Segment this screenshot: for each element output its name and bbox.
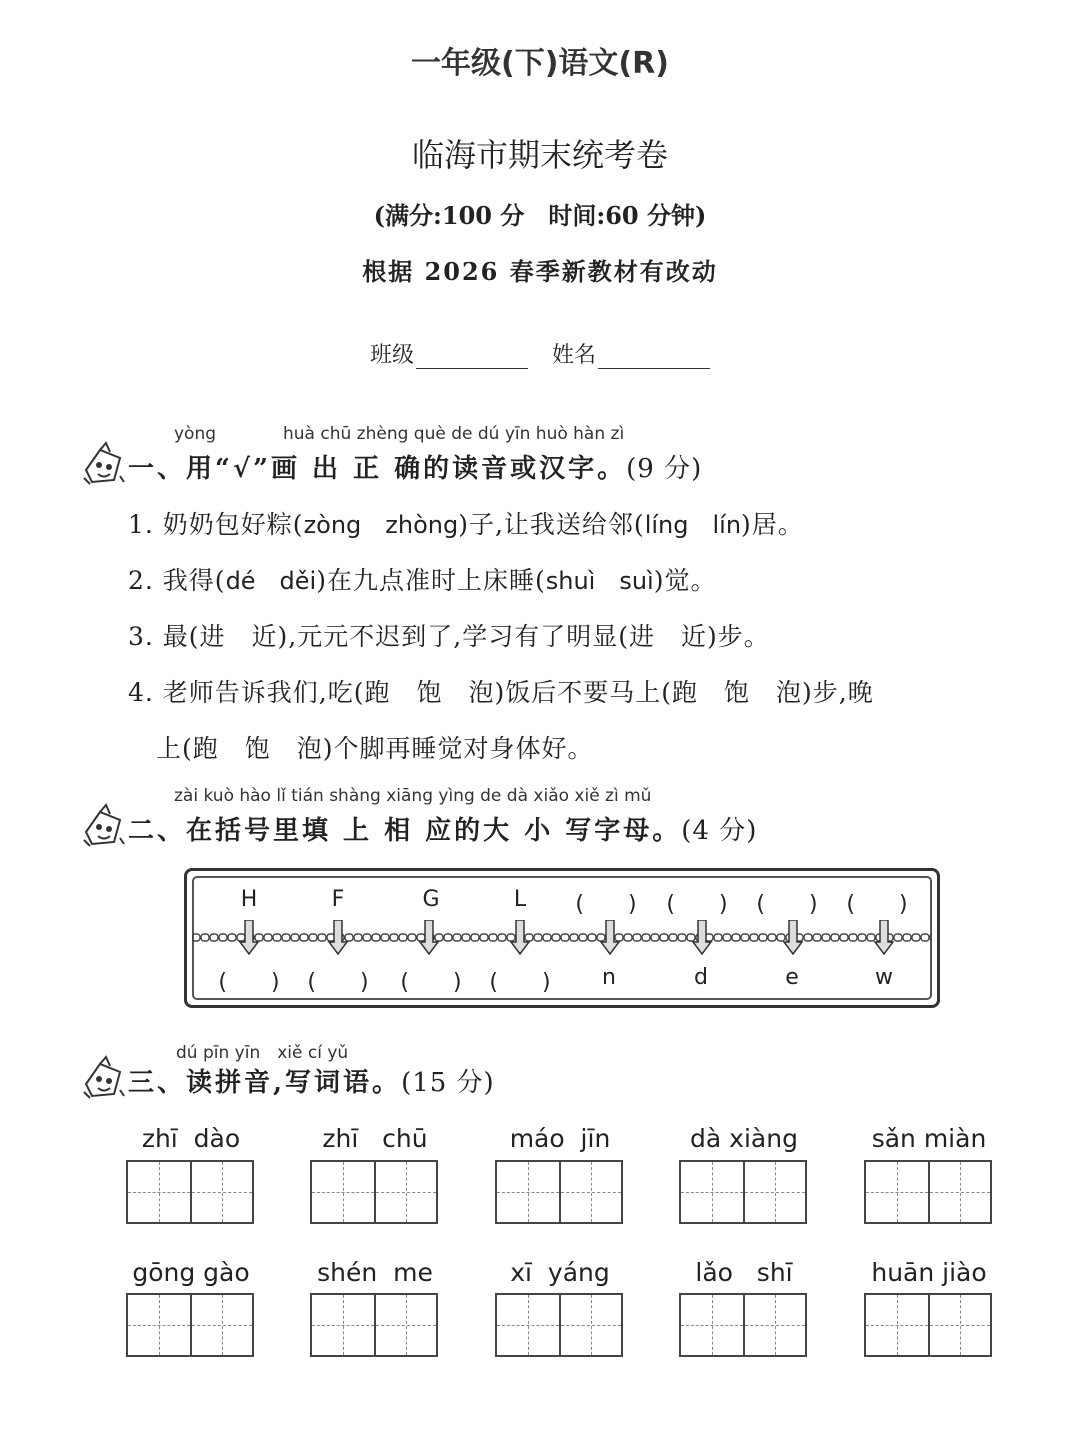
down-arrow-icon bbox=[511, 920, 529, 954]
chain-links bbox=[192, 934, 932, 941]
q2-text-b: )在九点准时上床睡( bbox=[316, 566, 546, 595]
uppercase-letter: L bbox=[513, 887, 527, 912]
uppercase-blank[interactable]: ( ) bbox=[666, 892, 728, 917]
chain-link bbox=[453, 934, 461, 941]
cartoon-pencil-mascot-icon bbox=[80, 440, 126, 486]
chain-link bbox=[642, 934, 650, 941]
chain-link bbox=[390, 934, 398, 941]
name-field[interactable] bbox=[552, 338, 710, 369]
chain-link bbox=[732, 934, 740, 941]
chain-link bbox=[309, 934, 317, 941]
chain-link bbox=[930, 934, 932, 941]
chain-link bbox=[210, 934, 218, 941]
chain-link bbox=[282, 934, 290, 941]
lowercase-blank[interactable]: ( ) bbox=[489, 970, 551, 995]
tian-cell[interactable] bbox=[743, 1162, 805, 1222]
tian-cell[interactable] bbox=[190, 1295, 252, 1355]
class-blank[interactable] bbox=[416, 346, 528, 369]
tian-cell[interactable] bbox=[559, 1162, 621, 1222]
question-2 bbox=[128, 561, 717, 597]
chain-link bbox=[912, 934, 920, 941]
exam-score-time: (满分:100 分 时间:60 分钟) bbox=[373, 201, 707, 230]
tian-cell[interactable] bbox=[559, 1295, 621, 1355]
word-pinyin: shén me bbox=[317, 1258, 433, 1287]
lowercase-blank[interactable]: ( ) bbox=[307, 970, 369, 995]
chain-link bbox=[804, 934, 812, 941]
writing-box[interactable] bbox=[864, 1160, 992, 1224]
q1-text-b: )子,让我送给邻( bbox=[458, 510, 645, 539]
tian-cell[interactable] bbox=[866, 1295, 928, 1355]
lowercase-letter: n bbox=[602, 965, 616, 990]
q1-text-c: )居。 bbox=[741, 510, 804, 539]
question-1 bbox=[128, 505, 804, 541]
chain-link bbox=[858, 934, 866, 941]
exam-note: 根据 2026 春季新教材有改动 bbox=[362, 257, 718, 286]
tian-cell[interactable] bbox=[128, 1162, 190, 1222]
chain-link bbox=[822, 934, 830, 941]
chain-link bbox=[588, 934, 596, 941]
tian-cell[interactable] bbox=[681, 1162, 743, 1222]
writing-box[interactable] bbox=[126, 1160, 254, 1224]
section3-title-text: 三、读拼音,写词语。 bbox=[128, 1068, 402, 1098]
chain-link bbox=[714, 934, 722, 941]
chain-link bbox=[219, 934, 227, 941]
section3-score: (15 分) bbox=[401, 1068, 495, 1098]
word-pinyin: lǎo shī bbox=[695, 1258, 793, 1287]
writing-box[interactable] bbox=[495, 1160, 623, 1224]
chain-link bbox=[552, 934, 560, 941]
lowercase-letter: d bbox=[694, 965, 708, 990]
word-pinyin: dà xiàng bbox=[690, 1124, 798, 1153]
chain-link bbox=[417, 934, 425, 941]
chain-link bbox=[561, 934, 569, 941]
writing-box[interactable] bbox=[126, 1293, 254, 1357]
uppercase-letter: H bbox=[240, 887, 258, 912]
chain-link bbox=[579, 934, 587, 941]
tian-cell[interactable] bbox=[497, 1295, 559, 1355]
uppercase-blank[interactable]: ( ) bbox=[846, 892, 908, 917]
down-arrow-icon bbox=[601, 920, 619, 954]
down-arrow-icon bbox=[875, 920, 893, 954]
chain-link bbox=[849, 934, 857, 941]
chain-link bbox=[399, 934, 407, 941]
chain-link bbox=[768, 934, 776, 941]
chain-link bbox=[372, 934, 380, 941]
chain-link bbox=[264, 934, 272, 941]
tian-cell[interactable] bbox=[497, 1162, 559, 1222]
section2-title bbox=[128, 810, 757, 847]
chain-link bbox=[678, 934, 686, 941]
tian-cell[interactable] bbox=[374, 1162, 436, 1222]
writing-box[interactable] bbox=[310, 1293, 438, 1357]
chain-link bbox=[318, 934, 326, 941]
lowercase-blank[interactable]: ( ) bbox=[218, 970, 280, 995]
name-blank[interactable] bbox=[598, 346, 710, 369]
section1-title bbox=[128, 448, 702, 485]
word-pinyin: zhī chū bbox=[322, 1124, 428, 1153]
uppercase-letter: G bbox=[422, 887, 440, 912]
tian-cell[interactable] bbox=[866, 1162, 928, 1222]
chain-link bbox=[345, 934, 353, 941]
cartoon-pencil-mascot-icon bbox=[80, 802, 126, 848]
chain-link bbox=[354, 934, 362, 941]
exam-title: 临海市期末统考卷 bbox=[411, 136, 668, 174]
tian-cell[interactable] bbox=[928, 1162, 990, 1222]
chain-link bbox=[813, 934, 821, 941]
tian-cell[interactable] bbox=[128, 1295, 190, 1355]
writing-box[interactable] bbox=[864, 1293, 992, 1357]
tian-cell[interactable] bbox=[928, 1295, 990, 1355]
chain-link bbox=[237, 934, 245, 941]
chain-link bbox=[543, 934, 551, 941]
chain-link bbox=[723, 934, 731, 941]
section1-title-text: 一、用“√”画 出 正 确的读音或汉字。 bbox=[128, 454, 627, 484]
chain-link bbox=[921, 934, 929, 941]
writing-box[interactable] bbox=[679, 1160, 807, 1224]
word-pinyin: sǎn miàn bbox=[871, 1124, 987, 1153]
word-pinyin: gōng gào bbox=[132, 1258, 250, 1287]
chain-link bbox=[192, 934, 200, 941]
grade-subject-header: 一年级(下)语文(R) bbox=[411, 46, 669, 81]
tian-cell[interactable] bbox=[743, 1295, 805, 1355]
q1-text-a: 1. 奶奶包好粽( bbox=[128, 510, 304, 539]
lowercase-letter: w bbox=[875, 965, 893, 990]
section2-score: (4 分) bbox=[681, 816, 758, 846]
chain-link bbox=[570, 934, 578, 941]
q2-choice-b[interactable]: shuì suì bbox=[545, 567, 654, 595]
word-pinyin: xī yáng bbox=[510, 1258, 610, 1287]
chain-link bbox=[300, 934, 308, 941]
chain-link bbox=[687, 934, 695, 941]
name-label: 姓名 bbox=[552, 343, 597, 368]
chain-link bbox=[507, 934, 515, 941]
section1-score: (9 分) bbox=[626, 454, 703, 484]
chain-link bbox=[201, 934, 209, 941]
section2-pinyin: zài kuò hào lǐ tián shàng xiāng yìng de dà xiǎo xiě zì mǔ bbox=[174, 786, 652, 806]
chain-link bbox=[867, 934, 875, 941]
chain-link bbox=[903, 934, 911, 941]
question-4[interactable]: 4. 老师告诉我们,吃(跑 饱 泡)饭后不要马上(跑 饱 泡)步,晚 bbox=[128, 678, 874, 707]
question-3[interactable]: 3. 最(进 近),元元不迟到了,学习有了明显(进 近)步。 bbox=[128, 622, 770, 651]
section3-pinyin: dú pīn yīn xiě cí yǔ bbox=[176, 1043, 349, 1063]
word-pinyin: máo jīn bbox=[509, 1124, 611, 1153]
section1-pinyin-yong: yòng bbox=[174, 424, 217, 444]
q1-choice-b[interactable]: líng lín bbox=[644, 511, 742, 539]
tian-cell[interactable] bbox=[190, 1162, 252, 1222]
chain-link bbox=[651, 934, 659, 941]
writing-box[interactable] bbox=[310, 1160, 438, 1224]
writing-box[interactable] bbox=[495, 1293, 623, 1357]
chain-link bbox=[777, 934, 785, 941]
lowercase-blank[interactable]: ( ) bbox=[400, 970, 462, 995]
chain-link bbox=[462, 934, 470, 941]
chain-link bbox=[660, 934, 668, 941]
tian-cell[interactable] bbox=[374, 1295, 436, 1355]
writing-box[interactable] bbox=[679, 1293, 807, 1357]
chain-link bbox=[624, 934, 632, 941]
q2-choice-a[interactable]: dé děi bbox=[225, 567, 317, 595]
chain-link bbox=[633, 934, 641, 941]
chain-link bbox=[228, 934, 236, 941]
word-pinyin: huān jiào bbox=[871, 1258, 987, 1287]
chain-link bbox=[363, 934, 371, 941]
chain-link bbox=[381, 934, 389, 941]
section2-title-text: 二、在括号里填 上 相 应的大 小 写字母。 bbox=[128, 816, 682, 846]
chain-link bbox=[615, 934, 623, 941]
word-pinyin: zhī dào bbox=[141, 1124, 241, 1153]
question-4-continued[interactable]: 上(跑 饱 泡)个脚再睡觉对身体好。 bbox=[156, 734, 594, 763]
q1-choice-a[interactable]: zòng zhòng bbox=[303, 511, 459, 539]
chain-link bbox=[597, 934, 605, 941]
section3-title bbox=[128, 1062, 495, 1099]
uppercase-blank[interactable]: ( ) bbox=[575, 892, 637, 917]
arrow-group bbox=[240, 920, 893, 954]
chain-link bbox=[291, 934, 299, 941]
q2-text-c: )觉。 bbox=[653, 566, 717, 595]
chain-link bbox=[750, 934, 758, 941]
tian-cell[interactable] bbox=[681, 1295, 743, 1355]
cartoon-pencil-mascot-icon bbox=[80, 1054, 126, 1100]
chain-link bbox=[471, 934, 479, 941]
chain-link bbox=[525, 934, 533, 941]
uppercase-letter: F bbox=[331, 887, 345, 912]
chain-link bbox=[534, 934, 542, 941]
chain-link bbox=[255, 934, 263, 941]
chain-link bbox=[669, 934, 677, 941]
tian-cell[interactable] bbox=[312, 1295, 374, 1355]
section1-pinyin: huà chū zhèng què de dú yīn huò hàn zì bbox=[283, 424, 625, 444]
chain-link bbox=[741, 934, 749, 941]
chain-rail bbox=[192, 920, 932, 960]
chain-link bbox=[498, 934, 506, 941]
lowercase-letter: e bbox=[785, 965, 799, 990]
q2-text-a: 2. 我得( bbox=[128, 566, 226, 595]
chain-link bbox=[408, 934, 416, 941]
chain-link bbox=[480, 934, 488, 941]
chain-link bbox=[273, 934, 281, 941]
uppercase-blank[interactable]: ( ) bbox=[756, 892, 818, 917]
chain-link bbox=[489, 934, 497, 941]
chain-link bbox=[831, 934, 839, 941]
class-label: 班级 bbox=[370, 343, 415, 368]
chain-link bbox=[444, 934, 452, 941]
chain-link bbox=[435, 934, 443, 941]
chain-link bbox=[840, 934, 848, 941]
chain-link bbox=[894, 934, 902, 941]
class-field[interactable] bbox=[370, 338, 528, 369]
chain-link bbox=[759, 934, 767, 941]
tian-cell[interactable] bbox=[312, 1162, 374, 1222]
